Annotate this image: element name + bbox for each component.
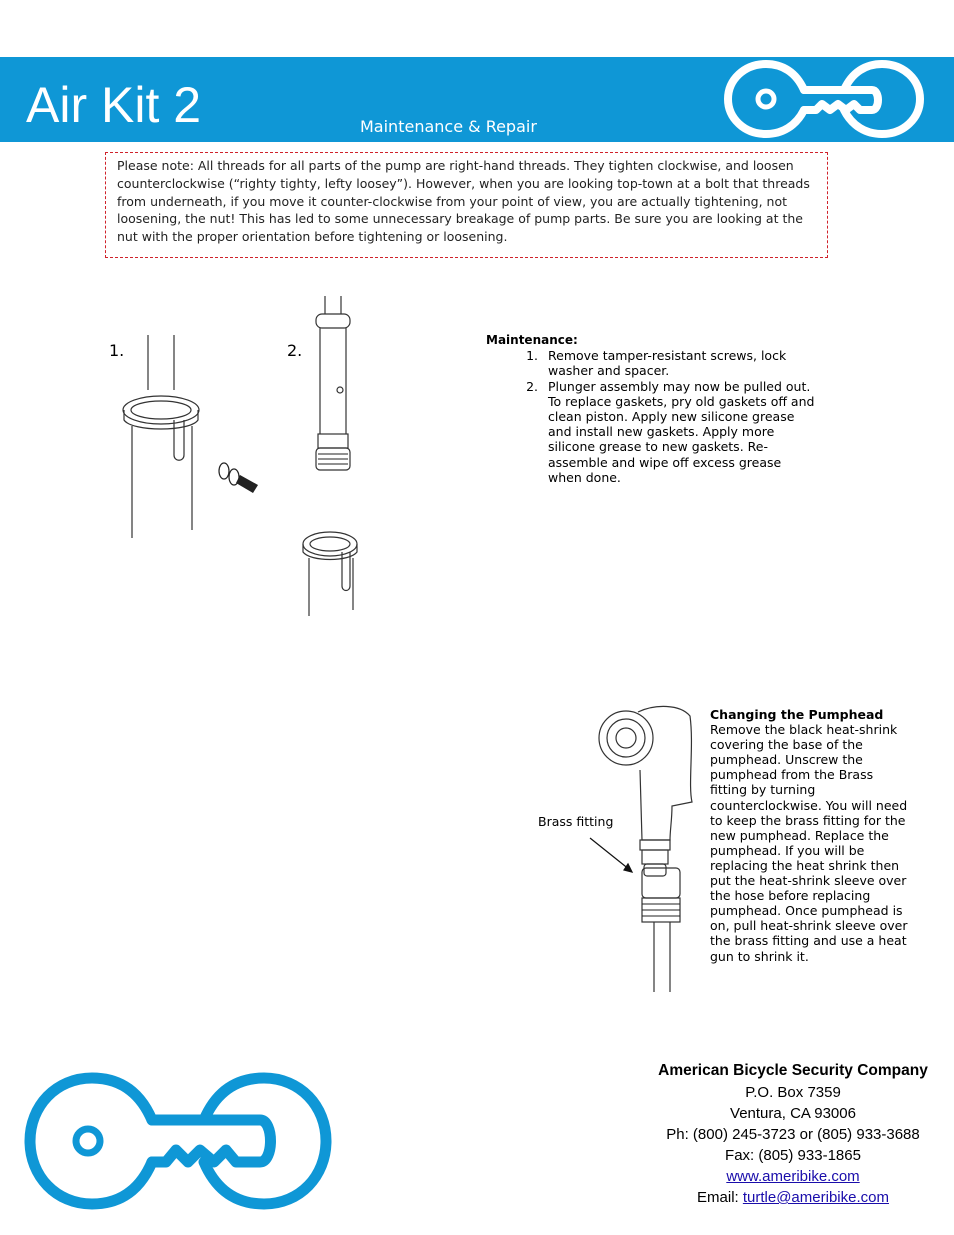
email-link[interactable]: turtle@ameribike.com bbox=[742, 1189, 889, 1206]
company-contact bbox=[640, 1060, 946, 1208]
step-1-label: 1. bbox=[109, 341, 125, 360]
pump-tube-figure bbox=[112, 330, 282, 545]
email-label: Email: bbox=[697, 1189, 743, 1206]
maintenance-step: 2. Plunger assembly may now be pulled out. To replace gaskets, pry old gaskets off and clean piston. Apply new silicone grease and install new gaskets. Apply more silicone grease to new gaskets. Re-assemble and wipe off excess grease when done. bbox=[542, 379, 816, 485]
brass-fitting-label: Brass fitting bbox=[538, 814, 614, 829]
plunger-assembly-figure bbox=[298, 294, 368, 624]
key-logo-icon bbox=[722, 58, 926, 140]
pumphead-section bbox=[710, 707, 910, 964]
company-po-box: P.O. Box 7359 bbox=[745, 1084, 841, 1101]
company-name: American Bicycle Security Company bbox=[658, 1062, 928, 1079]
maintenance-section bbox=[486, 333, 816, 485]
company-fax: Fax: (805) 933-1865 bbox=[725, 1147, 861, 1164]
pumphead-heading: Changing the Pumphead bbox=[710, 707, 884, 722]
company-phone: Ph: (800) 245-3723 or (805) 933-3688 bbox=[666, 1126, 920, 1143]
pumphead-figure bbox=[580, 700, 705, 995]
maintenance-steps bbox=[486, 348, 816, 485]
maintenance-step: 1. Remove tamper-resistant screws, lock washer and spacer. bbox=[542, 348, 816, 378]
page-title: Air Kit 2 bbox=[26, 77, 202, 133]
thread-note: Please note: All threads for all parts of the pump are right-hand threads. They tighten clockwise, and loosen counterclockwise (“righty tighty, lefty loosey”). However, when you are looking top-town at a bolt that threads from underneath, if you move it counter-clockwise from your point of view, you are actually tightening, not loosening, the nut! This has led to some unnecessary breakage of pump parts. Be sure you are looking at the nut with the proper orientation before tightening or loosening. bbox=[105, 152, 828, 258]
step-2-label: 2. bbox=[287, 341, 303, 360]
page-subtitle: Maintenance & Repair bbox=[360, 117, 537, 136]
key-logo-icon bbox=[22, 1070, 334, 1212]
maintenance-heading: Maintenance: bbox=[486, 333, 578, 347]
company-city: Ventura, CA 93006 bbox=[730, 1105, 856, 1122]
pumphead-text: Remove the black heat-shrink covering the base of the pumphead. Unscrew the pumphead from the Brass fitting by turning counterclockwise. You will need to keep the brass fitting for the new pumphead. Replace the pumphead. If you will be replacing the heat shrink then put the heat-shrink sleeve over the hose before replacing pumphead. Once pumphead is on, pull heat-shrink sleeve over the brass fitting and use a heat gun to shrink it. bbox=[710, 722, 908, 964]
website-link[interactable]: www.ameribike.com bbox=[726, 1168, 860, 1185]
